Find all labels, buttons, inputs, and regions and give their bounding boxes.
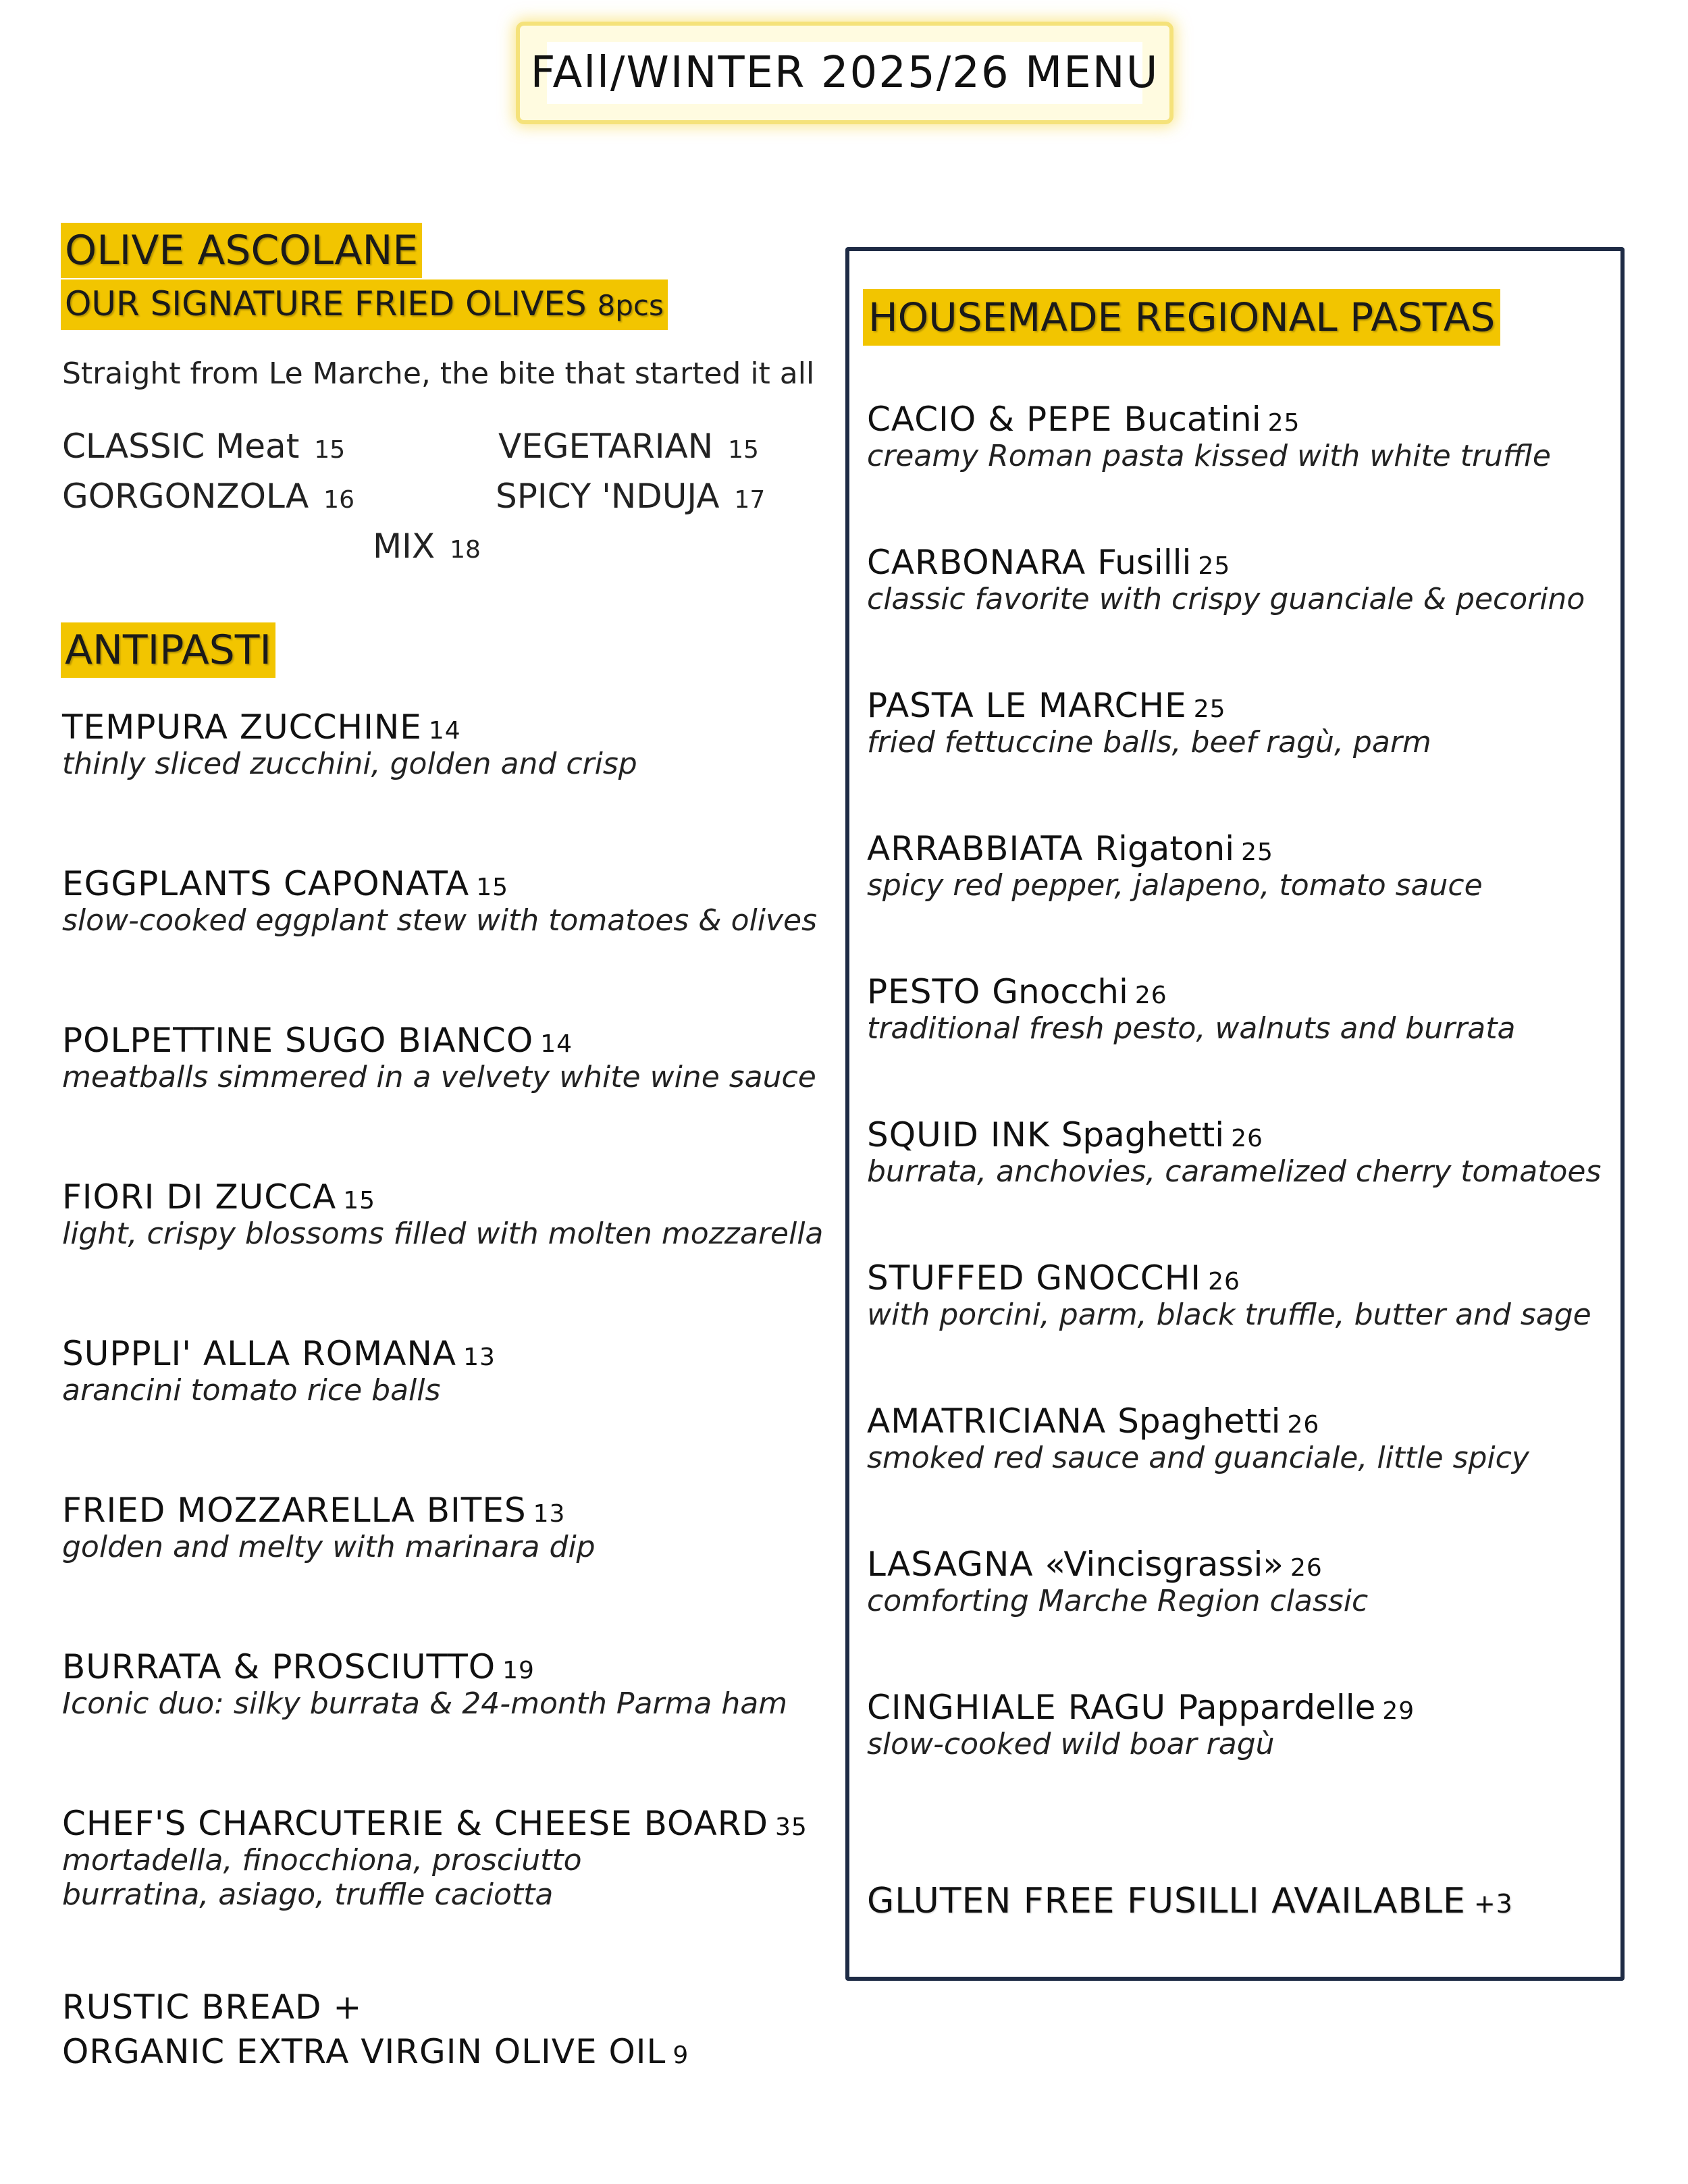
pasta-heading: HOUSEMADE REGIONAL PASTAS	[863, 289, 1500, 346]
item-desc: traditional fresh pesto, walnuts and burrata	[867, 1011, 1516, 1046]
item-desc: fried fettuccine balls, beef ragù, parm	[867, 725, 1431, 760]
item-desc-line2: burratina, asiago, truffle caciotta	[62, 1877, 554, 1912]
item-price: 13	[533, 1500, 566, 1528]
olive-heading: OLIVE ASCOLANE	[61, 223, 422, 278]
item-desc: slow-cooked eggplant stew with tomatoes & olives	[62, 903, 818, 938]
item-name: TEMPURA ZUCCHINE	[62, 708, 422, 747]
item-price: 26	[1287, 1411, 1320, 1439]
pasta-item	[867, 543, 1585, 616]
item-shape: Pappardelle	[1177, 1688, 1376, 1727]
item-title	[867, 1115, 1601, 1154]
item-price: 25	[1193, 695, 1226, 723]
bread-price: 9	[672, 2042, 689, 2069]
pasta-item	[867, 686, 1431, 760]
item-desc: mortadella, finocchiona, prosciutto	[62, 1843, 582, 1877]
olive-option-price: 15	[728, 436, 759, 464]
item-desc: creamy Roman pasta kissed with white truffle	[867, 439, 1551, 473]
gluten-free-note	[867, 1881, 1513, 1921]
item-name: PESTO	[867, 972, 981, 1011]
antipasti-item	[62, 1021, 816, 1094]
item-title	[867, 1258, 1591, 1298]
gluten-free-text: GLUTEN FREE FUSILLI AVAILABLE	[867, 1881, 1466, 1921]
item-name: BURRATA & PROSCIUTTO	[62, 1647, 496, 1686]
item-desc: thinly sliced zucchini, golden and crisp	[62, 747, 637, 781]
item-title	[62, 1804, 808, 1843]
item-title	[867, 972, 1515, 1011]
gluten-free-price: +3	[1473, 1889, 1513, 1919]
item-price: 26	[1231, 1125, 1263, 1152]
item-price: 15	[476, 874, 509, 901]
item-desc: smoked red sauce and guanciale, little spicy	[867, 1441, 1529, 1475]
pasta-item	[867, 1115, 1601, 1189]
item-name: SQUID INK	[867, 1115, 1050, 1154]
antipasti-heading: ANTIPASTI	[61, 622, 275, 678]
menu-title-box	[520, 26, 1169, 120]
item-name: POLPETTINE SUGO BIANCO	[62, 1021, 534, 1060]
item-name: EGGPLANTS CAPONATA	[62, 864, 470, 903]
item-shape: Bucatini	[1124, 400, 1261, 439]
menu-title: FAll/WINTER 2025/26 MENU	[530, 48, 1159, 98]
olive-option-name: MIX	[373, 527, 436, 566]
olive-option-price: 18	[450, 536, 481, 564]
item-name: CINGHIALE RAGU	[867, 1688, 1167, 1727]
item-desc: spicy red pepper, jalapeno, tomato sauce	[867, 868, 1483, 903]
item-name: CHEF'S CHARCUTERIE & CHEESE BOARD	[62, 1804, 768, 1843]
item-name: SUPPLI' ALLA ROMANA	[62, 1334, 457, 1373]
item-price: 14	[540, 1030, 573, 1058]
item-name: ARRABBIATA	[867, 829, 1084, 868]
item-shape: Spaghetti	[1061, 1115, 1225, 1154]
pasta-item	[867, 400, 1551, 473]
olive-pieces: 8pcs	[597, 289, 664, 322]
item-desc: arancini tomato rice balls	[62, 1373, 441, 1408]
item-price: 25	[1198, 552, 1231, 580]
olive-intro: Straight from Le Marche, the bite that started it all	[62, 356, 815, 391]
item-desc: classic favorite with crispy guanciale & pecorino	[867, 582, 1585, 616]
item-shape: Gnocchi	[992, 972, 1128, 1011]
antipasti-item	[62, 864, 817, 938]
item-title	[62, 708, 637, 747]
item-title	[62, 1647, 787, 1686]
olive-option-name: SPICY 'NDUJA	[496, 477, 720, 516]
item-name: PASTA LE MARCHE	[867, 686, 1187, 725]
olive-option	[373, 527, 481, 566]
item-title	[867, 686, 1431, 725]
olive-option-price: 16	[323, 486, 354, 514]
item-desc: light, crispy blossoms filled with molten mozzarella	[62, 1217, 824, 1251]
item-price: 26	[1134, 982, 1167, 1009]
menu-title-inner	[530, 42, 1159, 104]
item-name: AMATRICIANA	[867, 1402, 1107, 1441]
item-price: 19	[502, 1657, 535, 1684]
item-title	[62, 1177, 823, 1217]
bread-line2	[62, 2032, 689, 2071]
item-desc: with porcini, parm, black truffle, butter and sage	[867, 1298, 1591, 1332]
item-name: FRIED MOZZARELLA BITES	[62, 1491, 527, 1530]
olive-subheading-text: OUR SIGNATURE FRIED OLIVES	[65, 284, 587, 323]
item-title	[62, 1021, 816, 1060]
olive-option	[62, 427, 345, 466]
olive-option-price: 17	[734, 486, 766, 514]
antipasti-item	[62, 708, 637, 781]
item-shape: Fusilli	[1097, 543, 1192, 582]
item-price: 29	[1382, 1697, 1415, 1725]
item-title	[867, 1402, 1529, 1441]
olive-option-name: GORGONZOLA	[62, 477, 309, 516]
item-desc: golden and melty with marinara dip	[62, 1530, 596, 1564]
item-price: 13	[463, 1343, 496, 1371]
antipasti-item	[62, 1491, 596, 1564]
olive-option	[62, 477, 354, 516]
olive-option	[496, 477, 765, 516]
pasta-item	[867, 1402, 1529, 1475]
antipasti-item	[62, 1177, 823, 1251]
item-desc: comforting Marche Region classic	[867, 1584, 1369, 1618]
pasta-item	[867, 1545, 1368, 1618]
item-title	[62, 864, 817, 903]
item-name: FIORI DI ZUCCA	[62, 1177, 337, 1217]
item-desc: burrata, anchovies, caramelized cherry tomatoes	[867, 1154, 1602, 1189]
olive-subheading	[61, 279, 668, 330]
item-shape: Spaghetti	[1117, 1402, 1281, 1441]
olive-option-name: VEGETARIAN	[498, 427, 714, 466]
item-name: CARBONARA	[867, 543, 1086, 582]
item-price: 26	[1290, 1554, 1323, 1582]
antipasti-item	[62, 1647, 787, 1721]
item-shape: «Vincisgrassi»	[1045, 1545, 1284, 1584]
item-desc: Iconic duo: silky burrata & 24-month Parma ham	[62, 1686, 788, 1721]
bread-line1: RUSTIC BREAD +	[62, 1988, 363, 2027]
item-name: STUFFED GNOCCHI	[867, 1258, 1202, 1298]
item-desc: meatballs simmered in a velvety white wine sauce	[62, 1060, 816, 1094]
antipasti-item	[62, 1334, 496, 1408]
olive-option-name: CLASSIC Meat	[62, 427, 300, 466]
bread-line2-text: ORGANIC EXTRA VIRGIN OLIVE OIL	[62, 2032, 666, 2071]
pasta-item	[867, 1258, 1591, 1332]
item-title	[867, 829, 1483, 868]
pasta-item	[867, 972, 1515, 1046]
item-price: 15	[343, 1187, 376, 1215]
item-title	[867, 400, 1551, 439]
item-title	[62, 1491, 596, 1530]
item-desc: slow-cooked wild boar ragù	[867, 1727, 1275, 1761]
item-title	[62, 1334, 496, 1373]
item-title	[867, 543, 1585, 582]
bread-item	[62, 1988, 689, 2071]
item-name: LASAGNA	[867, 1545, 1034, 1584]
item-name: CACIO & PEPE	[867, 400, 1113, 439]
item-price: 25	[1267, 409, 1300, 437]
item-title	[867, 1688, 1415, 1727]
item-shape: Rigatoni	[1094, 829, 1235, 868]
antipasti-item	[62, 1804, 808, 1912]
item-price: 35	[774, 1813, 808, 1841]
pasta-item	[867, 829, 1483, 903]
pasta-item	[867, 1688, 1415, 1761]
olive-option	[498, 427, 759, 466]
olive-option-price: 15	[314, 436, 346, 464]
item-price: 26	[1208, 1268, 1240, 1296]
item-price: 25	[1241, 838, 1273, 866]
item-title	[867, 1545, 1368, 1584]
item-price: 14	[428, 717, 461, 745]
